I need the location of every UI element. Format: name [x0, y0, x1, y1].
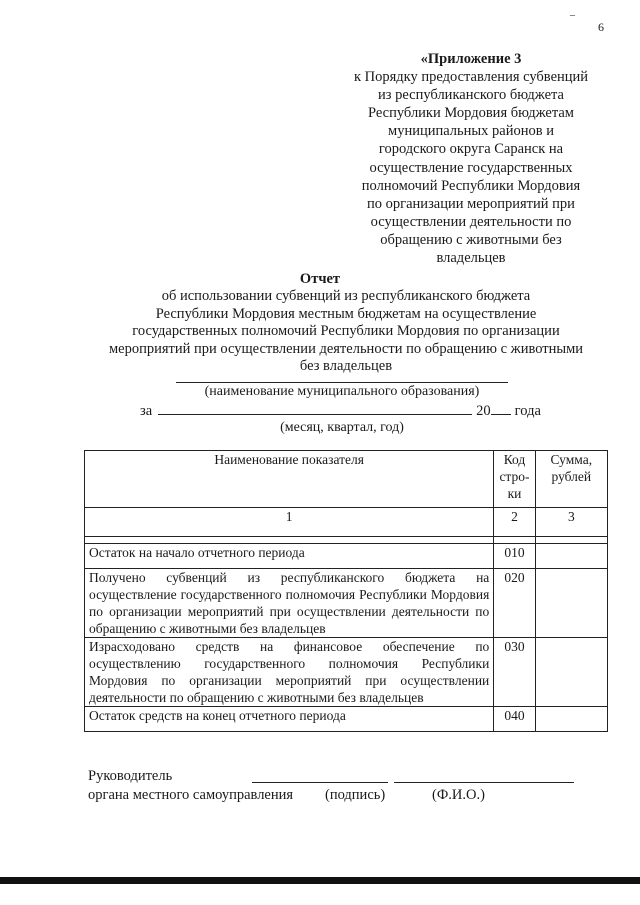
row-sum	[535, 544, 607, 569]
appendix-line: к Порядку предоставления субвенций	[353, 69, 589, 86]
signature-fill-line	[252, 782, 388, 783]
row-code: 040	[494, 707, 535, 732]
report-subtitle-line: государственных полномочий Республики Мордовия по организации	[132, 323, 560, 339]
appendix-line: из республиканского бюджета	[378, 87, 564, 104]
report-subtitle-line: Республики Мордовия местным бюджетам на осуществление	[155, 305, 537, 322]
row-code: 020	[494, 569, 535, 638]
page-number: 6	[598, 20, 604, 34]
period-prefix: за	[140, 403, 153, 419]
row-name: Получено субвенций из республиканского бюджета на осуществление государственного полномочия Республики Мордовия по организации мероприятий при осуществлении деятельности по обращению с животными без владельцев	[85, 569, 494, 638]
column-number: 2	[494, 508, 535, 537]
signature-head-label: Руководитель	[88, 768, 173, 784]
name-fill-line	[394, 782, 574, 783]
period-caption: (месяц, квартал, год)	[280, 420, 404, 435]
header-code: Код стро-ки	[494, 451, 535, 508]
report-subtitle-line: мероприятий при осуществлении деятельности по обращению с животными	[108, 340, 584, 357]
appendix-line: по организации мероприятий при	[367, 195, 575, 212]
column-number-row	[85, 508, 608, 537]
table-row	[85, 707, 608, 732]
table-header-row	[85, 451, 608, 508]
table-row	[85, 638, 608, 707]
row-sum	[535, 638, 607, 707]
municipality-caption: (наименование муниципального образования)	[204, 384, 480, 399]
spacer-cell	[85, 537, 494, 544]
report-table	[84, 450, 608, 732]
appendix-line: обращению с животными без	[380, 231, 562, 248]
scan-mark: –	[570, 10, 575, 21]
year-fill-line	[491, 402, 511, 415]
spacer-row	[85, 537, 608, 544]
table-row	[85, 569, 608, 638]
scan-bottom-edge	[0, 877, 640, 884]
column-number: 3	[535, 508, 607, 537]
header-sum: Сумма, рублей	[535, 451, 607, 508]
signature-caption: (подпись)	[325, 787, 386, 803]
appendix-block	[336, 50, 606, 267]
row-code: 030	[494, 638, 535, 707]
appendix-line: владельцев	[436, 250, 506, 267]
appendix-line: Республики Мордовия бюджетам	[368, 105, 574, 122]
row-name: Остаток средств на конец отчетного периода	[85, 707, 494, 732]
appendix-line: осуществление государственных	[369, 159, 573, 176]
spacer-cell	[535, 537, 607, 544]
period-year-suffix: года	[514, 403, 541, 419]
report-title: Отчет	[299, 271, 341, 287]
appendix-heading: «Приложение 3	[420, 51, 522, 67]
appendix-line: городского округа Саранск на	[378, 141, 564, 158]
report-subtitle-line: без владельцев	[299, 358, 393, 374]
column-number: 1	[85, 508, 494, 537]
row-sum	[535, 569, 607, 638]
name-caption: (Ф.И.О.)	[432, 787, 485, 803]
spacer-cell	[494, 537, 535, 544]
period-year-prefix: 20	[476, 403, 491, 419]
appendix-line: осуществлении деятельности по	[370, 213, 572, 230]
signature-org-label: органа местного самоуправления	[88, 787, 294, 803]
period-row	[140, 402, 541, 420]
report-subtitle-line: об использовании субвенций из республиканского бюджета	[161, 288, 531, 304]
period-fill-line	[158, 402, 472, 415]
header-name: Наименование показателя	[85, 451, 494, 508]
appendix-line: полномочий Республики Мордовия	[361, 177, 581, 194]
row-sum	[535, 707, 607, 732]
row-code: 010	[494, 544, 535, 569]
report-subtitle	[96, 288, 596, 376]
appendix-line: муниципальных районов и	[388, 123, 554, 140]
row-name: Израсходовано средств на финансовое обеспечение по осуществлению государственного полномочия Республики Мордовия по организации мероприятий при осуществлении деятельности по обращению с животными без владельцев	[85, 638, 494, 707]
table-row	[85, 544, 608, 569]
municipality-fill-line	[176, 382, 508, 383]
row-name: Остаток на начало отчетного периода	[85, 544, 494, 569]
